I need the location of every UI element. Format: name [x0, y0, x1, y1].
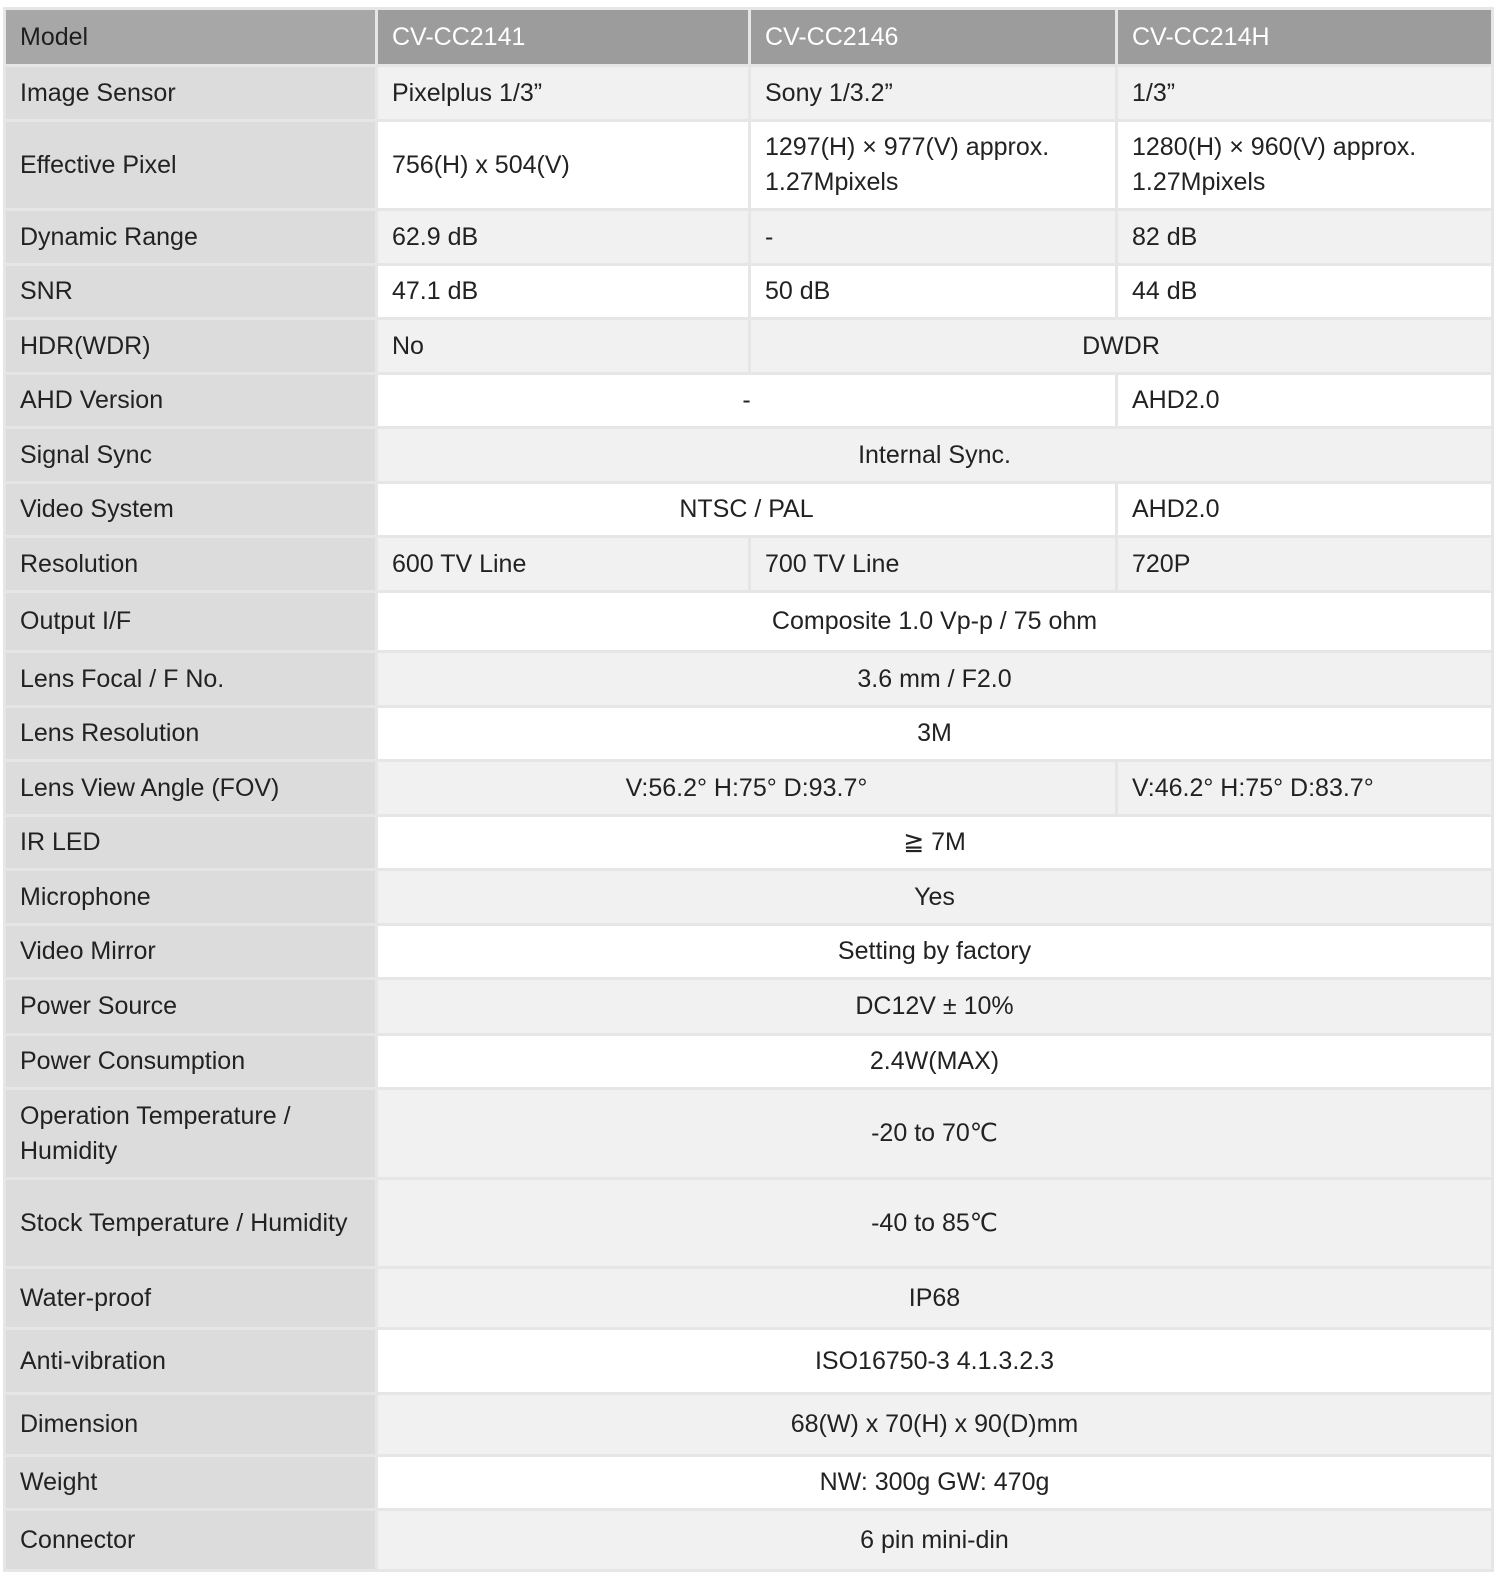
row-label: Power Source — [5, 979, 377, 1035]
spec-table — [3, 7, 1494, 1572]
cell-value: 2.4W(MAX) — [377, 1035, 1493, 1089]
row-label: Lens View Angle (FOV) — [5, 761, 377, 816]
cell-value: Setting by factory — [377, 925, 1493, 979]
row-label: AHD Version — [5, 374, 377, 428]
cell-value: 756(H) x 504(V) — [377, 121, 750, 210]
cell-value: V:46.2° H:75° D:83.7° — [1117, 761, 1493, 816]
row-label: Dimension — [5, 1394, 377, 1456]
cell-value: NTSC / PAL — [377, 483, 1117, 537]
cell-value: - — [377, 374, 1117, 428]
row-label: HDR(WDR) — [5, 319, 377, 374]
row-label: SNR — [5, 265, 377, 319]
cell-value: NW: 300g GW: 470g — [377, 1456, 1493, 1510]
cell-value: 68(W) x 70(H) x 90(D)mm — [377, 1394, 1493, 1456]
row-effective-pixel — [5, 121, 1493, 210]
cell-value: - — [750, 210, 1117, 265]
row-label: Signal Sync — [5, 428, 377, 483]
cell-value: 3.6 mm / F2.0 — [377, 652, 1493, 707]
row-label: Dynamic Range — [5, 210, 377, 265]
cell-value: ISO16750-3 4.1.3.2.3 — [377, 1329, 1493, 1394]
row-video-system — [5, 483, 1493, 537]
row-output-if — [5, 592, 1493, 652]
row-anti-vibration — [5, 1329, 1493, 1394]
row-label: Image Sensor — [5, 66, 377, 121]
row-label: Lens Focal / F No. — [5, 652, 377, 707]
row-connector — [5, 1510, 1493, 1571]
row-signal-sync — [5, 428, 1493, 483]
row-stock-temperature — [5, 1179, 1493, 1268]
row-label: Video Mirror — [5, 925, 377, 979]
cell-value: DC12V ± 10% — [377, 979, 1493, 1035]
cell-value: 600 TV Line — [377, 537, 750, 592]
row-label: Lens Resolution — [5, 707, 377, 761]
row-power-consumption — [5, 1035, 1493, 1089]
row-lens-view-angle — [5, 761, 1493, 816]
row-lens-focal — [5, 652, 1493, 707]
cell-value: 44 dB — [1117, 265, 1493, 319]
cell-value: V:56.2° H:75° D:93.7° — [377, 761, 1117, 816]
row-label: Output I/F — [5, 592, 377, 652]
cell-value: AHD2.0 — [1117, 374, 1493, 428]
cell-value: Yes — [377, 870, 1493, 925]
row-label: Stock Temperature / Humidity — [5, 1179, 377, 1268]
header-row — [5, 9, 1493, 66]
row-snr — [5, 265, 1493, 319]
cell-value: -40 to 85℃ — [377, 1179, 1493, 1268]
row-ahd-version — [5, 374, 1493, 428]
row-label: Resolution — [5, 537, 377, 592]
cell-value: Sony 1/3.2” — [750, 66, 1117, 121]
cell-value: 82 dB — [1117, 210, 1493, 265]
row-power-source — [5, 979, 1493, 1035]
cell-value: -20 to 70℃ — [377, 1089, 1493, 1179]
cell-value: 47.1 dB — [377, 265, 750, 319]
cell-value: 62.9 dB — [377, 210, 750, 265]
cell-value: No — [377, 319, 750, 374]
row-lens-resolution — [5, 707, 1493, 761]
row-dimension — [5, 1394, 1493, 1456]
row-microphone — [5, 870, 1493, 925]
model-header-cv-cc2146: CV-CC2146 — [750, 9, 1117, 66]
cell-value: 700 TV Line — [750, 537, 1117, 592]
cell-value: 1/3” — [1117, 66, 1493, 121]
row-label: Microphone — [5, 870, 377, 925]
row-ir-led — [5, 816, 1493, 870]
cell-value: 6 pin mini-din — [377, 1510, 1493, 1571]
row-label: Power Consumption — [5, 1035, 377, 1089]
row-video-mirror — [5, 925, 1493, 979]
header-label: Model — [5, 9, 377, 66]
row-label: Operation Temperature / Humidity — [5, 1089, 377, 1179]
cell-value: DWDR — [750, 319, 1493, 374]
cell-value: 1280(H) × 960(V) approx. 1.27Mpixels — [1117, 121, 1493, 210]
cell-value: 50 dB — [750, 265, 1117, 319]
row-dynamic-range — [5, 210, 1493, 265]
row-label: Water-proof — [5, 1268, 377, 1329]
cell-value: Pixelplus 1/3” — [377, 66, 750, 121]
model-header-cv-cc2141: CV-CC2141 — [377, 9, 750, 66]
row-water-proof — [5, 1268, 1493, 1329]
row-label: Connector — [5, 1510, 377, 1571]
cell-value: 720P — [1117, 537, 1493, 592]
model-header-cv-cc214h: CV-CC214H — [1117, 9, 1493, 66]
cell-value: 1297(H) × 977(V) approx. 1.27Mpixels — [750, 121, 1117, 210]
row-resolution — [5, 537, 1493, 592]
cell-value: 3M — [377, 707, 1493, 761]
row-label: IR LED — [5, 816, 377, 870]
spec-table-wrapper — [3, 7, 1491, 1572]
row-label: Video System — [5, 483, 377, 537]
cell-value: Internal Sync. — [377, 428, 1493, 483]
row-weight — [5, 1456, 1493, 1510]
cell-value: AHD2.0 — [1117, 483, 1493, 537]
row-hdr-wdr — [5, 319, 1493, 374]
cell-value: Composite 1.0 Vp-p / 75 ohm — [377, 592, 1493, 652]
row-label: Anti-vibration — [5, 1329, 377, 1394]
row-image-sensor — [5, 66, 1493, 121]
row-label: Weight — [5, 1456, 377, 1510]
row-operation-temperature — [5, 1089, 1493, 1179]
row-label: Effective Pixel — [5, 121, 377, 210]
cell-value: ≧ 7M — [377, 816, 1493, 870]
cell-value: IP68 — [377, 1268, 1493, 1329]
